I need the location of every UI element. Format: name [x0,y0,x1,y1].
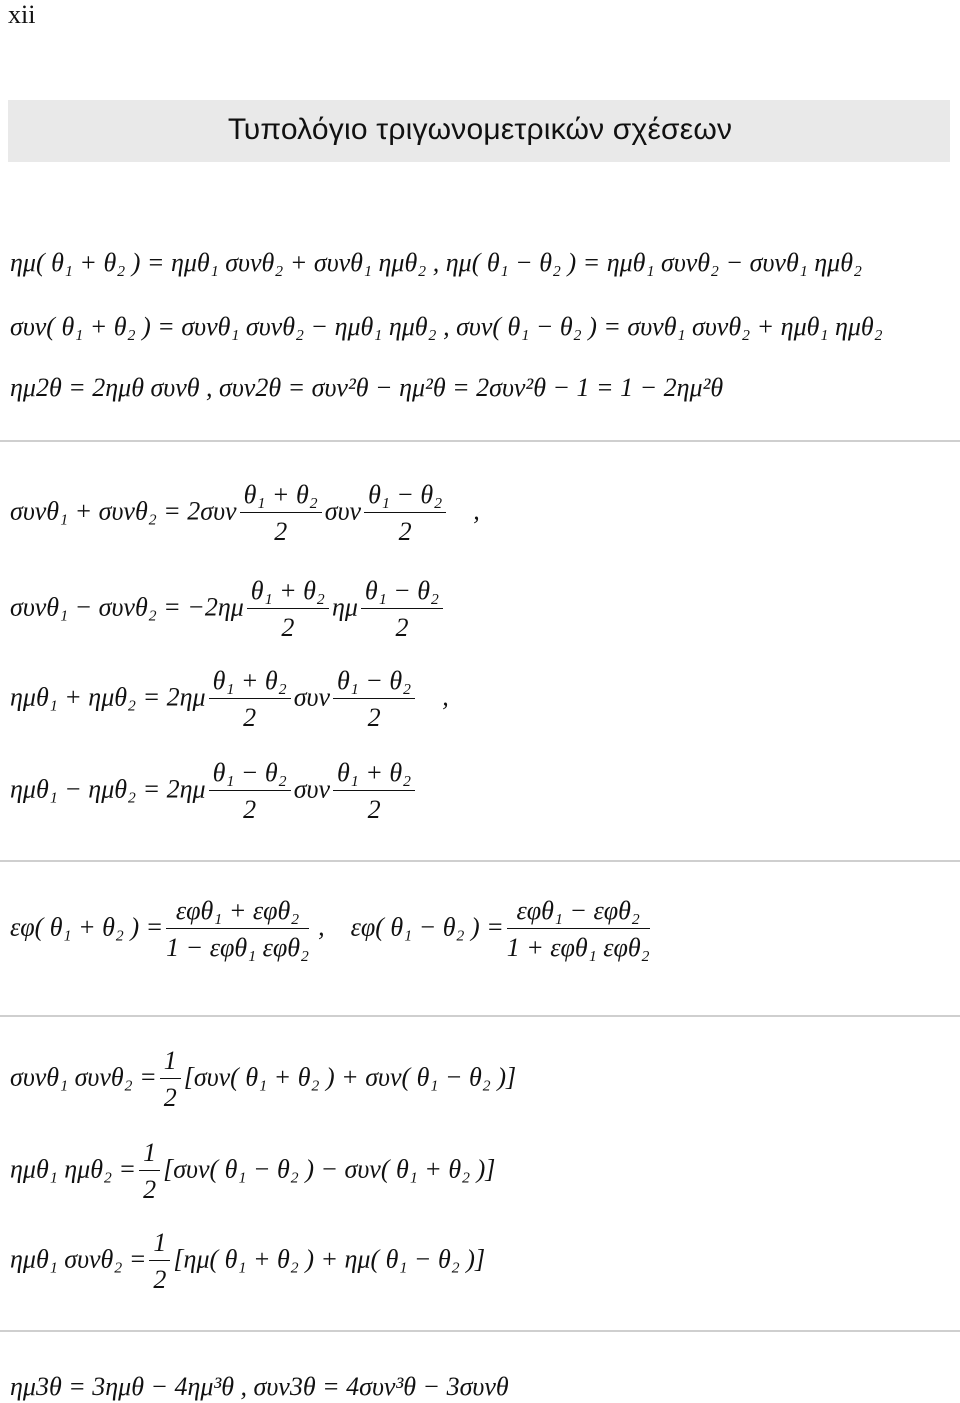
formula-lhs: ημθ₁ συνθ₂ = [10,1244,147,1274]
formula-lhs: εφ( θ₁ + θ₂ ) = [10,912,164,942]
formula-middle: συν [324,496,362,526]
fraction-numerator: θ₁ − θ₂ [333,668,415,699]
fraction-denominator: 2 [367,703,381,732]
fraction-numerator: θ₁ + θ₂ [247,578,329,609]
fraction-numerator: θ₁ + θ₂ [333,760,415,791]
fraction-denominator: 2 [367,795,381,824]
fraction [507,898,650,961]
fraction-denominator: 2 [395,613,409,642]
page-title: Τυπολόγιο τριγωνομετρικών σχέσεων [227,113,733,146]
addition-line-1: ημ( θ₁ + θ₂ ) = ημθ₁ συνθ₂ + συνθ₁ ημθ₂ , ημ( θ₁ − θ₂ ) = ημθ₁ συνθ₂ − συνθ₁ ημθ₂ [10,248,863,277]
page-number: xii [8,0,36,29]
fraction-numerator: εφθ₁ + εφθ₂ [166,898,309,929]
fraction-denominator: 2 [281,613,295,642]
fraction [139,1140,160,1203]
formula-middle: συν [293,682,331,712]
fraction-denominator: 2 [243,795,257,824]
fraction [209,760,291,823]
fraction [166,898,309,961]
fraction [240,482,322,545]
fraction [333,668,415,731]
triple-angle-line: ημ3θ = 3ημθ − 4ημ³θ , συν3θ = 4συν³θ − 3συνθ [10,1372,509,1401]
divider [0,440,960,442]
product-to-sum-1 [10,1048,516,1111]
fraction-numerator: εφθ₁ − εφθ₂ [507,898,650,929]
product-to-sum-2 [10,1140,495,1203]
divider [0,1330,960,1332]
fraction-numerator: θ₁ + θ₂ [240,482,322,513]
fraction-numerator: θ₁ − θ₂ [361,578,443,609]
formula-separator: , [318,912,325,942]
formula-lhs: συνθ₁ − συνθ₂ = −2ημ [10,592,244,622]
sum-to-product-4 [10,760,418,823]
fraction-numerator: 1 [139,1140,160,1171]
fraction-denominator: 2 [243,703,257,732]
divider [0,860,960,862]
formula-separator: , [442,682,449,712]
fraction [209,668,291,731]
sum-to-product-1 [10,482,480,545]
double-angle-line: ημ2θ = 2ημθ συνθ , συν2θ = συν²θ − ημ²θ = 2συν²θ − 1 = 1 − 2ημ²θ [10,373,724,402]
formula-lhs: ημθ₁ − ημθ₂ = 2ημ [10,774,206,804]
product-to-sum-3 [10,1230,485,1293]
fraction-numerator: θ₁ + θ₂ [209,668,291,699]
formula-rhs: [συν( θ₁ + θ₂ ) + συν( θ₁ − θ₂ )] [183,1062,517,1092]
formula-lhs: ημθ₁ + ημθ₂ = 2ημ [10,682,206,712]
fraction-denominator: 2 [274,517,288,546]
fraction-numerator: 1 [160,1048,181,1079]
sum-to-product-2 [10,578,446,641]
divider [0,1015,960,1017]
formula-separator: , [473,496,480,526]
formula-rhs: [ημ( θ₁ + θ₂ ) + ημ( θ₁ − θ₂ )] [173,1244,486,1274]
fraction-denominator: 2 [398,517,412,546]
fraction-denominator: 2 [153,1265,167,1294]
fraction [247,578,329,641]
fraction [160,1048,181,1111]
fraction [333,760,415,823]
formula-lhs: ημθ₁ ημθ₂ = [10,1154,137,1184]
fraction-numerator: θ₁ − θ₂ [209,760,291,791]
fraction [364,482,446,545]
formula-lhs: συνθ₁ + συνθ₂ = 2συν [10,496,237,526]
sum-to-product-3 [10,668,449,731]
fraction [361,578,443,641]
fraction [149,1230,170,1293]
addition-line-2: συν( θ₁ + θ₂ ) = συνθ₁ συνθ₂ − ημθ₁ ημθ₂ , συν( θ₁ − θ₂ ) = συνθ₁ συνθ₂ + ημθ₁ ημθ₂ [10,312,883,341]
fraction-denominator: 2 [163,1083,177,1112]
fraction-denominator: 1 − εφθ₁ εφθ₂ [166,933,310,962]
formula-middle: ημ [331,592,358,622]
tangent-formulas [10,898,653,961]
fraction-denominator: 2 [143,1175,157,1204]
fraction-denominator: 1 + εφθ₁ εφθ₂ [506,933,650,962]
formula-middle: συν [293,774,331,804]
formula-lhs: εφ( θ₁ − θ₂ ) = [350,912,504,942]
fraction-numerator: 1 [149,1230,170,1261]
formula-lhs: συνθ₁ συνθ₂ = [10,1062,157,1092]
fraction-numerator: θ₁ − θ₂ [364,482,446,513]
formula-rhs: [συν( θ₁ − θ₂ ) − συν( θ₁ + θ₂ )] [163,1154,496,1184]
